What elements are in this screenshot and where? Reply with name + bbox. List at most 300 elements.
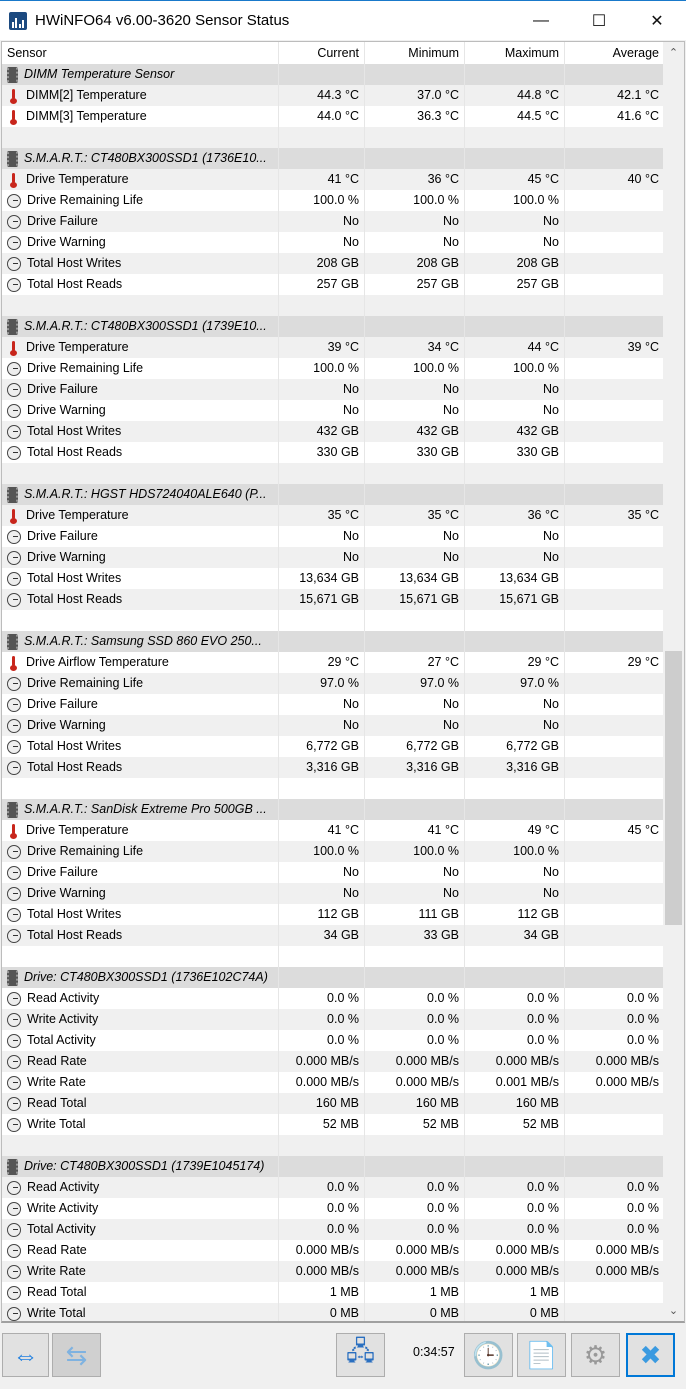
empty-cell [279, 295, 365, 316]
clock-icon [7, 929, 21, 943]
group-title: S.M.A.R.T.: Samsung SSD 860 EVO 250... [24, 634, 262, 648]
empty-cell [565, 610, 664, 631]
column-header-sensor[interactable]: Sensor [2, 42, 279, 64]
empty-cell [365, 295, 465, 316]
average-value [565, 274, 664, 295]
scroll-down-icon[interactable]: ⌄ [668, 1305, 679, 1317]
thermometer-icon [7, 508, 20, 523]
sensor-cell [2, 337, 279, 358]
sensor-cell [2, 85, 279, 106]
minimum-value: No [365, 547, 465, 568]
minimum-value: 34 °C [365, 337, 465, 358]
minimum-value: 432 GB [365, 421, 465, 442]
maximum-value: 0.000 MB/s [465, 1051, 565, 1072]
current-value: 0 MB [279, 1303, 365, 1323]
average-value: 0.0 % [627, 1033, 659, 1047]
sensor-name: Drive Remaining Life [27, 676, 144, 690]
minimum-value: 36.3 °C [365, 106, 465, 127]
group-header[interactable] [2, 1156, 664, 1177]
sensor-name: Read Rate [27, 1054, 87, 1068]
table-row[interactable] [2, 442, 664, 463]
sensor-cell [2, 757, 279, 778]
current-value: 100.0 % [279, 358, 365, 379]
sensor-cell [2, 1303, 279, 1323]
current-value: No [279, 715, 365, 736]
current-value: 39 °C [279, 337, 365, 358]
minimum-value: 35 °C [365, 505, 465, 526]
thermometer-icon [7, 823, 20, 838]
sensor-name: Write Activity [27, 1201, 99, 1215]
sensor-cell [2, 253, 279, 274]
current-value: 41 °C [279, 820, 365, 841]
table-row[interactable] [2, 1219, 664, 1240]
average-value [565, 568, 664, 589]
sensor-name: Read Total [27, 1096, 87, 1110]
table-row[interactable] [2, 274, 664, 295]
table-row[interactable] [2, 715, 664, 736]
empty-cell [365, 778, 465, 799]
sensor-name: DIMM[3] Temperature [26, 109, 147, 123]
current-value: 100.0 % [279, 841, 365, 862]
empty-cell [565, 967, 664, 988]
current-value: No [279, 400, 365, 421]
spacer-row [2, 778, 664, 799]
empty-cell [2, 463, 279, 484]
maximum-value: No [465, 232, 565, 253]
maximum-value: 3,316 GB [465, 757, 565, 778]
column-header-maximum[interactable]: Maximum [465, 42, 565, 64]
table-row[interactable] [2, 904, 664, 925]
clock-icon [7, 257, 21, 271]
collapse-arrows-icon: ⇆ [65, 1339, 88, 1370]
sensor-name: Total Host Writes [27, 424, 122, 438]
average-value: 39 °C [627, 340, 659, 354]
table-row[interactable] [2, 547, 664, 568]
empty-cell [365, 148, 465, 169]
sensor-name: Write Rate [27, 1264, 86, 1278]
close-button[interactable]: ✕ [650, 12, 664, 30]
table-row[interactable] [2, 694, 664, 715]
group-header[interactable] [2, 148, 664, 169]
clock-icon [7, 698, 21, 712]
current-value: 13,634 GB [279, 568, 365, 589]
empty-cell [565, 946, 664, 967]
column-header-minimum[interactable]: Minimum [365, 42, 465, 64]
clock-icon [7, 362, 21, 376]
empty-cell [2, 778, 279, 799]
sensor-cell [2, 1177, 279, 1198]
clock-icon [7, 383, 21, 397]
sensor-name: Read Activity [27, 1180, 100, 1194]
sensor-name: Drive Airflow Temperature [26, 655, 169, 669]
maximum-value: 0.0 % [465, 1009, 565, 1030]
table-row[interactable] [2, 379, 664, 400]
sensor-name: Total Host Reads [27, 928, 123, 942]
table-row[interactable] [2, 1009, 664, 1030]
column-header-average[interactable]: Average [612, 46, 659, 60]
chip-icon [7, 802, 18, 818]
group-header[interactable] [2, 316, 664, 337]
sensor-name: Drive Failure [27, 382, 98, 396]
current-value: 0.0 % [279, 1030, 365, 1051]
current-value: 6,772 GB [279, 736, 365, 757]
table-row[interactable] [2, 883, 664, 904]
current-value: 432 GB [279, 421, 365, 442]
sensor-cell [2, 841, 279, 862]
clock-icon [7, 215, 21, 229]
group-title-cell [2, 148, 279, 169]
chip-icon [7, 319, 18, 335]
sensor-name: DIMM[2] Temperature [26, 88, 147, 102]
sensor-name: Total Host Writes [27, 256, 122, 270]
title-bar [0, 0, 686, 40]
collapse-button[interactable] [52, 1333, 101, 1377]
chip-icon [7, 970, 18, 986]
current-value: 29 °C [279, 652, 365, 673]
table-row[interactable] [2, 1261, 664, 1282]
maximum-value: 160 MB [465, 1093, 565, 1114]
table-row[interactable] [2, 925, 664, 946]
empty-cell [465, 64, 565, 85]
sensor-name: Total Host Reads [27, 760, 123, 774]
average-value [565, 694, 664, 715]
minimum-value: No [365, 883, 465, 904]
empty-cell [2, 610, 279, 631]
average-value [565, 841, 664, 862]
table-row[interactable] [2, 1051, 664, 1072]
table-row[interactable] [2, 253, 664, 274]
sensor-name: Read Total [27, 1285, 87, 1299]
minimum-value: 0.000 MB/s [365, 1261, 465, 1282]
app-icon [9, 12, 27, 30]
table-row[interactable] [2, 820, 664, 841]
table-row[interactable] [2, 526, 664, 547]
clock-icon [7, 1097, 21, 1111]
sensor-cell [2, 904, 279, 925]
clock-icon [7, 1034, 21, 1048]
maximum-value: No [465, 211, 565, 232]
average-value [565, 211, 664, 232]
current-value: 0.0 % [279, 1009, 365, 1030]
expand-button[interactable] [2, 1333, 49, 1377]
table-row[interactable] [2, 400, 664, 421]
sensor-name: Drive Warning [27, 886, 106, 900]
average-value [565, 1114, 664, 1135]
sensor-name: Drive Temperature [26, 172, 129, 186]
empty-cell [565, 631, 664, 652]
sensor-name: Drive Temperature [26, 508, 129, 522]
average-value [565, 1093, 664, 1114]
clock-icon [7, 404, 21, 418]
table-row[interactable] [2, 211, 664, 232]
sensor-name: Total Host Reads [27, 592, 123, 606]
group-header[interactable] [2, 484, 664, 505]
maximum-value: 45 °C [465, 169, 565, 190]
average-value: 0.000 MB/s [595, 1243, 659, 1257]
average-value [565, 736, 664, 757]
table-row[interactable] [2, 1282, 664, 1303]
minimum-value: 6,772 GB [365, 736, 465, 757]
sensor-name: Drive Temperature [26, 823, 129, 837]
settings-button[interactable] [571, 1333, 620, 1377]
clock-icon [7, 593, 21, 607]
clock-icon [7, 866, 21, 880]
average-value [565, 526, 664, 547]
current-value: No [279, 694, 365, 715]
sensor-cell [2, 1198, 279, 1219]
empty-cell [465, 463, 565, 484]
minimum-value: 257 GB [365, 274, 465, 295]
empty-cell [565, 148, 664, 169]
table-row[interactable] [2, 505, 664, 526]
sensor-cell [2, 526, 279, 547]
empty-cell [565, 316, 664, 337]
thermometer-icon [7, 172, 20, 187]
table-row[interactable] [2, 568, 664, 589]
minimum-value: No [365, 715, 465, 736]
sensor-cell [2, 652, 279, 673]
table-row[interactable] [2, 1198, 664, 1219]
minimum-value: 0.000 MB/s [365, 1051, 465, 1072]
maximum-value: No [465, 694, 565, 715]
table-row[interactable] [2, 757, 664, 778]
current-value: No [279, 211, 365, 232]
empty-cell [465, 610, 565, 631]
group-title: S.M.A.R.T.: CT480BX300SSD1 (1736E10... [24, 151, 267, 165]
table-row[interactable] [2, 358, 664, 379]
chip-icon [7, 67, 18, 83]
average-value: 0.000 MB/s [595, 1054, 659, 1068]
current-value: 0.0 % [279, 988, 365, 1009]
maximum-value: 257 GB [465, 274, 565, 295]
empty-cell [565, 127, 664, 148]
sensor-cell [2, 274, 279, 295]
thermometer-icon [7, 109, 20, 124]
maximum-value: No [465, 526, 565, 547]
empty-cell [279, 127, 365, 148]
current-value: 0.000 MB/s [279, 1240, 365, 1261]
table-row[interactable] [2, 106, 664, 127]
sensor-name: Drive Failure [27, 865, 98, 879]
sensor-cell [2, 925, 279, 946]
scrollbar-thumb[interactable] [665, 651, 682, 925]
table-row[interactable] [2, 190, 664, 211]
sensor-cell [2, 1261, 279, 1282]
sensor-name: Drive Failure [27, 214, 98, 228]
sensor-name: Total Host Writes [27, 739, 122, 753]
average-value: 41.6 °C [617, 109, 659, 123]
table-row[interactable] [2, 1240, 664, 1261]
maximum-value: 29 °C [465, 652, 565, 673]
table-row[interactable] [2, 1072, 664, 1093]
minimum-value: No [365, 232, 465, 253]
sensor-cell [2, 232, 279, 253]
minimum-value: No [365, 862, 465, 883]
group-header[interactable] [2, 799, 664, 820]
empty-cell [365, 631, 465, 652]
empty-cell [565, 463, 664, 484]
average-value: 0.000 MB/s [595, 1075, 659, 1089]
empty-cell [279, 610, 365, 631]
sensor-name: Drive Remaining Life [27, 361, 144, 375]
maximum-value: 97.0 % [465, 673, 565, 694]
group-header[interactable] [2, 967, 664, 988]
column-header-current[interactable]: Current [279, 42, 365, 64]
minimum-value: 0.0 % [365, 1177, 465, 1198]
elapsed-timer: 0:34:57 [413, 1345, 455, 1359]
empty-cell [465, 148, 565, 169]
maximum-value: 208 GB [465, 253, 565, 274]
minimum-value: 100.0 % [365, 190, 465, 211]
minimum-value: 0.0 % [365, 1030, 465, 1051]
maximum-value: 49 °C [465, 820, 565, 841]
sensor-cell [2, 1282, 279, 1303]
table-row[interactable] [2, 421, 664, 442]
empty-cell [2, 127, 279, 148]
average-value: 0.0 % [627, 991, 659, 1005]
clock-icon [7, 845, 21, 859]
average-value: 42.1 °C [617, 88, 659, 102]
maximum-value: 0.0 % [465, 1030, 565, 1051]
maximum-value: 13,634 GB [465, 568, 565, 589]
network-button[interactable] [336, 1333, 385, 1377]
table-row[interactable] [2, 1114, 664, 1135]
empty-cell [279, 484, 365, 505]
sensor-cell [2, 211, 279, 232]
table-row[interactable] [2, 862, 664, 883]
group-title: Drive: CT480BX300SSD1 (1739E1045174) [24, 1159, 265, 1173]
table-row[interactable] [2, 85, 664, 106]
table-row[interactable] [2, 1303, 664, 1323]
current-value: No [279, 232, 365, 253]
minimum-value: 208 GB [365, 253, 465, 274]
maximum-value: 52 MB [465, 1114, 565, 1135]
current-value: 0.000 MB/s [279, 1051, 365, 1072]
table-row[interactable] [2, 169, 664, 190]
empty-cell [279, 148, 365, 169]
average-value [565, 379, 664, 400]
maximum-value: No [465, 883, 565, 904]
average-value: 45 °C [627, 823, 659, 837]
average-value [565, 862, 664, 883]
sensor-cell [2, 1240, 279, 1261]
clock-icon [7, 1223, 21, 1237]
maximum-value: 1 MB [465, 1282, 565, 1303]
clock-icon [7, 1307, 21, 1321]
maximum-value: No [465, 547, 565, 568]
table-body [2, 64, 684, 1323]
table-row[interactable] [2, 232, 664, 253]
sensor-name: Drive Warning [27, 550, 106, 564]
close-sensors-button[interactable] [626, 1333, 675, 1377]
sensor-name: Write Total [27, 1117, 86, 1131]
current-value: 15,671 GB [279, 589, 365, 610]
vertical-scrollbar[interactable] [663, 42, 684, 1322]
group-header[interactable] [2, 64, 664, 85]
current-value: No [279, 526, 365, 547]
spacer-row [2, 295, 664, 316]
sensor-cell [2, 1072, 279, 1093]
clock-icon [7, 1265, 21, 1279]
maximum-value: 100.0 % [465, 358, 565, 379]
current-value: 0.0 % [279, 1219, 365, 1240]
sensor-name: Total Host Writes [27, 907, 122, 921]
group-title-cell [2, 1156, 279, 1177]
thermometer-icon [7, 655, 20, 670]
table-row[interactable] [2, 1030, 664, 1051]
current-value: 0.0 % [279, 1177, 365, 1198]
empty-cell [465, 1135, 565, 1156]
clock-icon [7, 194, 21, 208]
maximum-value: 0.001 MB/s [465, 1072, 565, 1093]
scroll-up-icon[interactable]: ⌃ [668, 47, 679, 59]
empty-cell [279, 1135, 365, 1156]
minimum-value: 0.0 % [365, 988, 465, 1009]
sensor-name: Total Host Writes [27, 571, 122, 585]
clock-icon [7, 1286, 21, 1300]
empty-cell [565, 295, 664, 316]
maximize-button[interactable]: ☐ [591, 12, 607, 30]
sensor-name: Drive Failure [27, 529, 98, 543]
minimum-value: 36 °C [365, 169, 465, 190]
table-row[interactable] [2, 337, 664, 358]
table-row[interactable] [2, 652, 664, 673]
current-value: 100.0 % [279, 190, 365, 211]
empty-cell [565, 484, 664, 505]
group-title: S.M.A.R.T.: CT480BX300SSD1 (1739E10... [24, 319, 267, 333]
maximum-value: 0.000 MB/s [465, 1240, 565, 1261]
group-header[interactable] [2, 631, 664, 652]
table-row[interactable] [2, 988, 664, 1009]
clock-icon [7, 887, 21, 901]
empty-cell [279, 316, 365, 337]
empty-cell [365, 316, 465, 337]
table-row[interactable] [2, 1093, 664, 1114]
minimize-button[interactable]: — [533, 11, 549, 29]
sensor-cell [2, 547, 279, 568]
report-button[interactable] [517, 1333, 566, 1377]
reset-clock-button[interactable] [464, 1333, 513, 1377]
empty-cell [365, 946, 465, 967]
spacer-row [2, 463, 664, 484]
maximum-value: 34 GB [465, 925, 565, 946]
chip-icon [7, 151, 18, 167]
clock-icon [7, 1055, 21, 1069]
minimum-value: 0.000 MB/s [365, 1240, 465, 1261]
table-row[interactable] [2, 841, 664, 862]
empty-cell [279, 799, 365, 820]
table-row[interactable] [2, 736, 664, 757]
thermometer-icon [7, 88, 20, 103]
table-row[interactable] [2, 1177, 664, 1198]
minimum-value: 1 MB [365, 1282, 465, 1303]
average-value: 0.0 % [627, 1012, 659, 1026]
table-row[interactable] [2, 673, 664, 694]
sensor-cell [2, 673, 279, 694]
average-value [565, 715, 664, 736]
current-value: 44.0 °C [279, 106, 365, 127]
empty-cell [365, 967, 465, 988]
table-row[interactable] [2, 589, 664, 610]
minimum-value: 100.0 % [365, 841, 465, 862]
group-title: S.M.A.R.T.: HGST HDS724040ALE640 (P... [24, 487, 267, 501]
maximum-value: No [465, 715, 565, 736]
current-value: 35 °C [279, 505, 365, 526]
empty-cell [365, 463, 465, 484]
empty-cell [279, 463, 365, 484]
minimum-value: 3,316 GB [365, 757, 465, 778]
sensor-cell [2, 1030, 279, 1051]
